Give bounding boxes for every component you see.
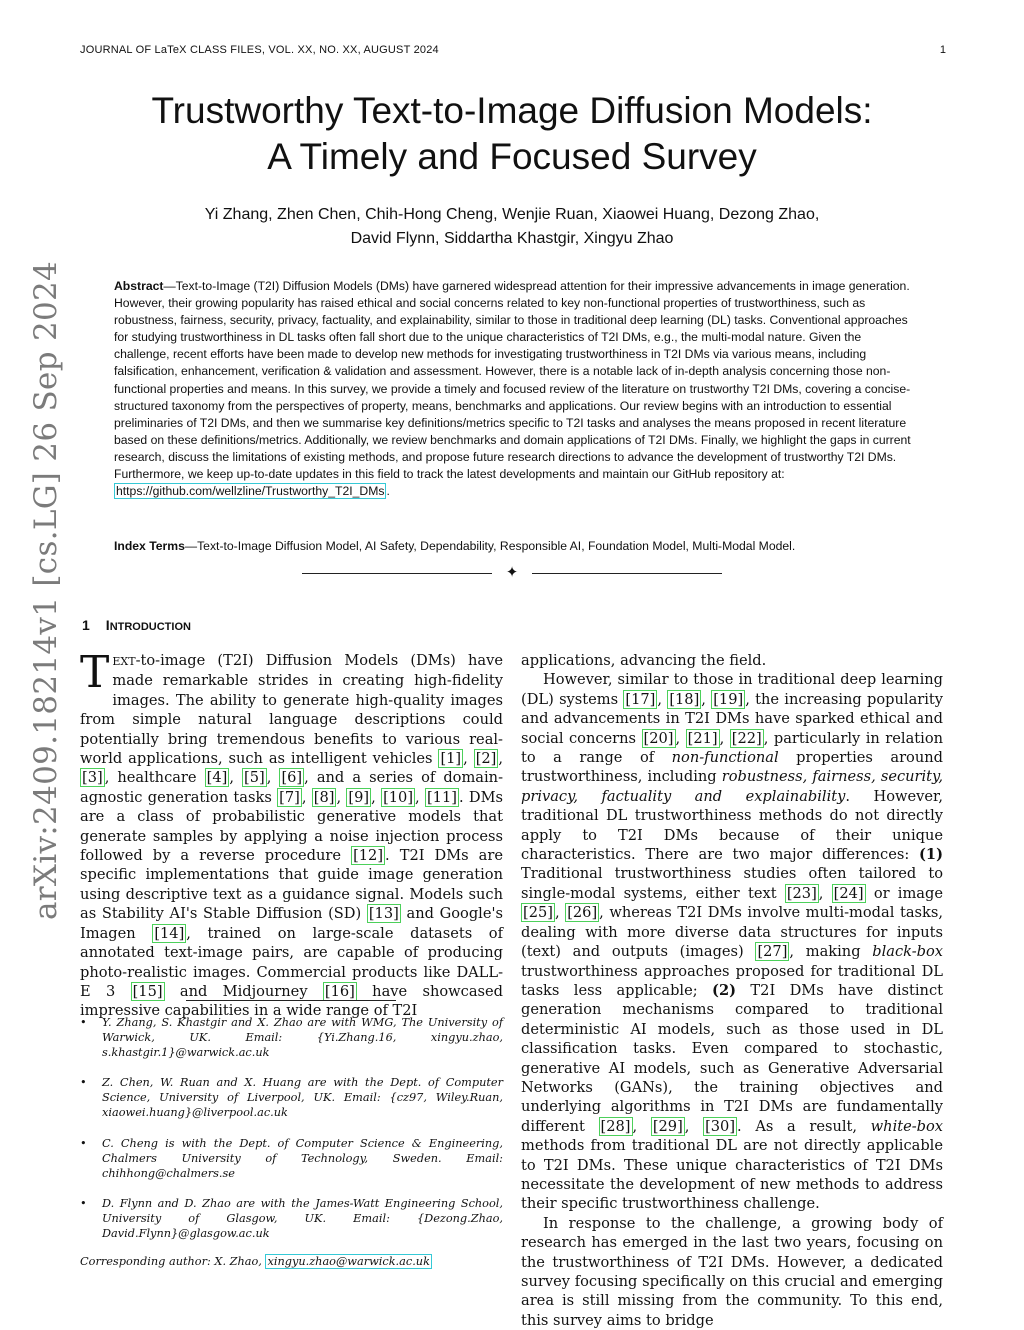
footnote-item: [80, 1075, 503, 1120]
footnote-text: Z. Chen, W. Ruan and X. Huang are with the Dept. of Computer Science, University of Liverpool, UK. Email: {cz97, Wiley.Ruan, xiaowei.huang}@liverpool.ac.uk: [102, 1076, 503, 1120]
text-run: , whereas T2I DMs involve multi-modal tasks, dealing with more diverse data structures for inputs (text) and outputs (images): [521, 904, 943, 961]
github-link[interactable]: https://github.com/wellzline/Trustworthy_T2I_DMs: [116, 484, 385, 499]
citation-link[interactable]: [18]: [669, 690, 700, 708]
corresponding-label: Corresponding author: X. Zhao,: [80, 1255, 266, 1269]
text-run: ,: [415, 788, 425, 806]
text-run: trustworthiness approaches proposed for traditional DL tasks less applicable;: [521, 962, 943, 999]
emphasis: non-functional: [671, 749, 779, 767]
text-run: have showcased impressive capabilities in a wide range of T2I: [80, 982, 503, 1020]
text-run: , trained on large-scale datasets of annotated text-image pairs, are capable of producing photo-realistic images. Commercial products like DALL-E 3: [80, 924, 503, 1000]
citation-link[interactable]: [29]: [652, 1117, 683, 1135]
text-run: . T2I DMs are specific implementations that guide image generation using descriptive text as a guidance signal. Models such as Stability AI's Stable Diffusion (SD): [80, 847, 503, 923]
text-run: and Midjourney: [164, 982, 323, 1000]
citation-link[interactable]: [13]: [368, 905, 399, 923]
text-run: , particularly in relation to a range of: [521, 729, 944, 767]
footnote-item: [80, 1136, 503, 1181]
text-run: , and a series of domain-agnostic generation tasks: [80, 769, 504, 806]
text-run: or image: [865, 884, 943, 902]
abstract-end: .: [386, 484, 390, 499]
citation-link[interactable]: [16]: [324, 982, 355, 1000]
bold-marker: (2): [712, 981, 737, 999]
citation-link[interactable]: [7]: [279, 788, 300, 806]
text-run: ,: [301, 788, 312, 806]
text-run: methods from traditional DL are not directly applicable to T2I DMs. These unique characteristics of T2I DMs necessitate the development of new methods to address their specific trustworthiness challenge.: [521, 1137, 943, 1213]
footnote-text: Y. Zhang, S. Khastgir and X. Zhao are with WMG, The University of Warwick, UK. Email: {Yi.Zhang.16, xingyu.zhao, s.khastgir.1}@warwick.ac.uk: [102, 1016, 503, 1060]
text-run: , the increasing popularity and advancements in T2I DMs have sparked ethical and social concerns: [521, 690, 944, 747]
paragraph: In response to the challenge, a growing body of research has emerged in the last two years, focusing on the trustworthiness of T2I DMs. However, a dedicated survey focusing specifically on this crucial and emerging area is still missing from the community. To this end, this survey aims to bridge: [521, 1214, 943, 1329]
footnote-text: C. Cheng is with the Dept. of Computer Science & Engineering, Chalmers University of Technology, Sweden. Email: chihhong@chalmers.se: [102, 1136, 503, 1180]
index-terms-text: —Text-to-Image Diffusion Model, AI Safety, Dependability, Responsible AI, Foundation Model, Multi-Modal Model.: [184, 539, 796, 553]
dropcap-smallcaps: EXT: [112, 655, 136, 668]
text-run: Traditional trustworthiness studies often tailored to single-modal systems, either text: [521, 865, 943, 902]
author-list: [0, 203, 1024, 251]
emphasis: robustness, fairness, security, privacy, factuality and explainability: [521, 768, 943, 805]
citation-link[interactable]: [3]: [82, 769, 103, 787]
section-number: 1: [82, 617, 90, 633]
text-run: ,: [266, 769, 280, 787]
footnotes: [80, 1015, 503, 1269]
citation-link[interactable]: [24]: [833, 884, 864, 902]
text-run: However, similar to those in traditional deep learning (DL) systems: [521, 671, 943, 708]
bullet-icon: •: [80, 1016, 87, 1029]
emphasis: black-box: [872, 943, 943, 961]
footnote-text: D. Flynn and D. Zhao are with the James-Watt Engineering School, University of Glasgow, UK. Email: {Dezong.Zhao, David.Flynn}@glasgow.ac.uk: [102, 1196, 503, 1241]
citation-link[interactable]: [28]: [600, 1117, 631, 1135]
abstract-label: Abstract: [114, 279, 164, 293]
intro-paragraph: [80, 647, 504, 1021]
emphasis: white-box: [870, 1117, 944, 1135]
citation-link[interactable]: [25]: [523, 904, 553, 922]
abstract: [114, 278, 912, 500]
text-run: ,: [336, 788, 347, 806]
section-divider: [302, 563, 722, 582]
citation-link[interactable]: [15]: [132, 982, 163, 1000]
divider-diamond-icon: ✦: [505, 563, 519, 581]
text-run: and Google's Imagen: [80, 905, 503, 942]
citation-link[interactable]: [30]: [705, 1117, 736, 1135]
citation-link[interactable]: [14]: [154, 924, 185, 942]
citation-link[interactable]: [20]: [643, 729, 674, 747]
text-run: ,: [554, 904, 566, 922]
section-heading: [82, 617, 191, 633]
title-line-2: A Timely and Focused Survey: [267, 136, 757, 177]
page-number: 1: [939, 44, 946, 56]
authors-line-1: Yi Zhang, Zhen Chen, Chih-Hong Cheng, Wenjie Ruan, Xiaowei Huang, Dezong Zhao,: [204, 206, 820, 223]
text-run: ,: [657, 690, 668, 708]
running-header: JOURNAL OF LaTeX CLASS FILES, VOL. XX, NO. XX, AUGUST 2024: [80, 44, 439, 56]
index-terms-label: Index Terms: [114, 539, 185, 553]
text-run: ,: [675, 729, 686, 747]
text-run: properties around trustworthiness, including: [521, 749, 943, 786]
right-column: [521, 651, 943, 1330]
paper-title: [0, 88, 1024, 180]
citation-link[interactable]: [5]: [244, 769, 265, 787]
paragraph: applications, advancing the field.: [521, 652, 767, 669]
text-run: T2I DMs have distinct generation mechanisms compared to traditional deterministic AI models, such as those used in DL classification tasks. Even compared to stochastic, generative AI models, such as Generative Adversarial Networks (GANs), the training objectives and underlying algorithms in T2I DMs are fundamentally different: [521, 981, 943, 1135]
title-line-1: Trustworthy Text-to-Image Diffusion Models:: [151, 90, 873, 131]
footnote-rule: [186, 1000, 396, 1001]
citation-link[interactable]: [6]: [281, 769, 303, 787]
text-run: ,: [632, 1117, 651, 1135]
citation-link[interactable]: [8]: [313, 788, 335, 806]
bullet-icon: •: [80, 1076, 87, 1090]
text-run: ,: [684, 1117, 704, 1135]
footnote-item: [80, 1015, 503, 1060]
citation-link[interactable]: [1]: [440, 750, 462, 768]
divider-line-left: [302, 573, 492, 574]
citation-link[interactable]: [10]: [383, 788, 414, 806]
text-run: . As a result,: [737, 1117, 871, 1135]
authors-line-2: David Flynn, Siddartha Khastgir, Xingyu Zhao: [350, 230, 674, 247]
text-run: ,: [229, 769, 243, 787]
text-run: ,: [701, 690, 712, 708]
citation-link[interactable]: [9]: [348, 788, 370, 806]
citation-link[interactable]: [21]: [687, 729, 718, 747]
text-run: -to-image (T2I) Diffusion Models (DMs) have made remarkable strides in creating high-fidelity images. The ability to generate high-quality images from simple natural language descriptions could potentially bring tremendous benefits to various real-world applications, such as intelligent vehicles: [80, 652, 503, 768]
bullet-icon: •: [80, 1136, 87, 1150]
text-run: , making: [789, 943, 873, 961]
corresponding-author: [80, 1254, 503, 1269]
corresponding-email-link[interactable]: xingyu.zhao@warwick.ac.uk: [267, 1255, 430, 1269]
text-run: . DMs are a class of probabilistic generative models that generate samples by applying a noise injection process followed by a reverse procedure: [80, 788, 504, 865]
text-run: , healthcare: [104, 769, 205, 787]
arxiv-identifier[interactable]: arXiv:2409.18214v1 [cs.LG] 26 Sep 2024: [28, 260, 64, 920]
citation-link[interactable]: [22]: [731, 729, 762, 747]
text-run: ,: [463, 750, 474, 768]
text-run: ,: [371, 788, 382, 806]
footnote-item: [80, 1196, 503, 1241]
dropcap-letter: T: [80, 647, 110, 698]
index-terms: [114, 538, 912, 555]
citation-link[interactable]: [2]: [475, 750, 497, 768]
citation-link[interactable]: [11]: [426, 788, 457, 806]
section-title-rest: NTRODUCTION: [109, 621, 191, 633]
paragraph: [521, 670, 943, 1213]
text-run: ,: [498, 750, 504, 768]
citation-link[interactable]: [23]: [786, 884, 817, 902]
citation-link[interactable]: [17]: [625, 690, 656, 708]
left-column: [80, 647, 504, 1021]
text-run: ,: [719, 729, 730, 747]
bullet-icon: •: [80, 1196, 87, 1210]
citation-link[interactable]: [27]: [757, 943, 788, 961]
text-run: ,: [818, 884, 832, 902]
citation-link[interactable]: [4]: [206, 769, 228, 787]
citation-link[interactable]: [19]: [713, 690, 744, 708]
section-first-letter: I: [105, 617, 110, 633]
abstract-text: —Text-to-Image (T2I) Diffusion Models (DMs) have garnered widespread attention for their impressive advancements in image generation. However, their growing popularity has raised ethical and social concerns related to key non-functional properties of trustworthiness, such as robustness, fairness, security, privacy, factuality, and explainability, similar to those in traditional deep learning (DL) tasks. Conventional approaches for studying trustworthiness in DL tasks often fall short due to the unique characteristics of T2I DMs, e.g., the multi-modal nature. Given the challenge, recent efforts have been made to develop new methods for investigating trustworthiness in T2I DMs via various means, including falsification, enhancement, verification & validation and assessment. However, there is a notable lack of in-depth analysis concerning those non-functional properties and means. In this survey, we provide a timely and focused review of the literature on trustworthy T2I DMs, covering a concise-structured taxonomy from the perspectives of property, means, benchmarks and applications. Our review begins with an introduction to essential preliminaries of T2I DMs, and then we summarise key definitions/metrics specific to T2I tasks and analyses the means proposed in recent literature based on these definitions/metrics. Additionally, we review benchmarks and domain applications of T2I DMs. Finally, we highlight the gaps in current research, discuss the limitations of existing methods, and propose future research directions to advance the development of trustworthy T2I DMs. Furthermore, we keep up-to-date updates in this field to track the latest developments and maintain our GitHub repository at:: [114, 279, 911, 482]
text-run: . However, traditional DL trustworthiness methods do not directly apply to T2I DMs because of their unique characteristics. There are two major differences:: [521, 787, 944, 864]
bold-marker: (1): [919, 846, 943, 864]
citation-link[interactable]: [26]: [567, 904, 598, 922]
divider-line-right: [532, 573, 722, 574]
citation-link[interactable]: [12]: [353, 847, 384, 865]
